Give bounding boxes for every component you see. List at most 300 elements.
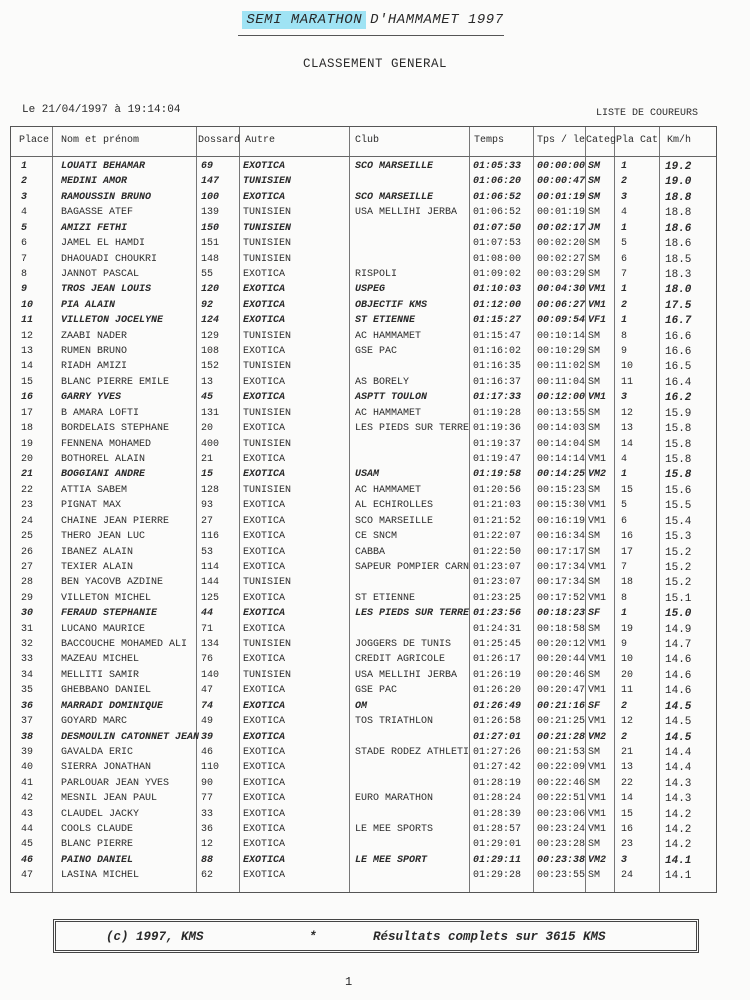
cell-place: 35 (21, 685, 34, 697)
cell-kmh: 19.2 (665, 161, 692, 173)
cell-temps: 01:28:19 (473, 777, 522, 789)
cell-autre: TUNISIEN (243, 176, 292, 188)
table-row (11, 715, 716, 730)
cell-name: GHEBBANO DANIEL (61, 685, 152, 697)
cell-autre: EXOTICA (243, 315, 286, 327)
cell-tps: 00:09:54 (537, 315, 586, 327)
cell-dossard: 110 (201, 762, 220, 774)
cell-placat: 2 (621, 299, 628, 311)
cell-club: RISPOLI (355, 268, 398, 280)
cell-dossard: 144 (201, 577, 220, 589)
cell-placat: 2 (621, 731, 628, 743)
cell-placat: 1 (621, 608, 628, 620)
cell-temps: 01:23:07 (473, 577, 522, 589)
cell-club: AC HAMMAMET (355, 407, 422, 419)
cell-dossard: 134 (201, 639, 220, 651)
col-header-pla-cat: Pla Cat (616, 135, 659, 146)
cell-tps: 00:12:00 (537, 392, 586, 404)
cell-temps: 01:06:52 (473, 191, 522, 203)
cell-tps: 00:15:23 (537, 484, 586, 496)
cell-place: 45 (21, 839, 34, 851)
cell-name: MARRADI DOMINIQUE (61, 700, 164, 712)
cell-kmh: 16.6 (665, 330, 692, 343)
cell-temps: 01:23:25 (473, 592, 522, 604)
cell-kmh: 14.6 (665, 669, 692, 682)
cell-placat: 5 (621, 500, 628, 512)
cell-name: BEN YACOVB AZDINE (61, 577, 164, 589)
table-row (11, 191, 716, 206)
cell-temps: 01:28:24 (473, 793, 522, 805)
cell-name: VILLETON JOCELYNE (61, 315, 164, 327)
cell-kmh: 19.0 (665, 176, 692, 189)
cell-dossard: 147 (201, 176, 220, 188)
cell-temps: 01:29:01 (473, 839, 522, 851)
cell-categ: JM (588, 222, 601, 234)
cell-categ: SM (588, 346, 601, 358)
cell-place: 9 (21, 284, 28, 296)
cell-temps: 01:16:37 (473, 376, 522, 388)
cell-categ: VM1 (588, 453, 607, 465)
cell-place: 19 (21, 438, 34, 450)
cell-categ: SM (588, 330, 601, 342)
cell-name: MESNIL JEAN PAUL (61, 793, 158, 805)
cell-club: ASPTT TOULON (355, 392, 428, 404)
cell-autre: EXOTICA (243, 376, 286, 388)
table-row (11, 777, 716, 792)
cell-kmh: 18.5 (665, 253, 692, 266)
cell-place: 42 (21, 793, 34, 805)
cell-dossard: 49 (201, 716, 214, 728)
cell-kmh: 15.1 (665, 592, 692, 605)
cell-dossard: 124 (201, 315, 220, 327)
cell-tps: 00:02:27 (537, 253, 586, 265)
cell-temps: 01:08:00 (473, 253, 522, 265)
cell-tps: 00:20:47 (537, 685, 586, 697)
cell-categ: SM (588, 746, 601, 758)
cell-dossard: 77 (201, 793, 214, 805)
cell-place: 34 (21, 669, 34, 681)
table-row (11, 607, 716, 622)
cell-categ: SM (588, 238, 601, 250)
col-header-name: Nom et prénom (61, 135, 140, 146)
cell-name: LASINA MICHEL (61, 870, 140, 882)
cell-club: AC HAMMAMET (355, 484, 422, 496)
cell-temps: 01:19:28 (473, 407, 522, 419)
cell-autre: EXOTICA (243, 824, 286, 836)
cell-name: LUCANO MAURICE (61, 623, 146, 635)
cell-autre: EXOTICA (243, 608, 286, 620)
cell-dossard: 152 (201, 361, 220, 373)
cell-tps: 00:18:23 (537, 608, 586, 620)
cell-club: EURO MARATHON (355, 793, 434, 805)
cell-placat: 24 (621, 870, 634, 882)
cell-club: LES PIEDS SUR TERRE (355, 608, 470, 620)
cell-placat: 9 (621, 346, 628, 358)
cell-place: 15 (21, 376, 34, 388)
title-underline (238, 35, 504, 36)
col-header-autre: Autre (245, 135, 276, 146)
cell-name: BOGGIANI ANDRE (61, 469, 146, 481)
table-row (11, 700, 716, 715)
cell-kmh: 15.2 (665, 577, 692, 590)
cell-tps: 00:04:30 (537, 284, 586, 296)
cell-dossard: 139 (201, 207, 220, 219)
table-row (11, 314, 716, 329)
cell-autre: EXOTICA (243, 808, 286, 820)
cell-place: 1 (21, 161, 28, 172)
cell-tps: 00:18:58 (537, 623, 586, 635)
cell-name: JAMEL EL HAMDI (61, 238, 146, 250)
table-row (11, 283, 716, 298)
cell-categ: SM (588, 191, 601, 203)
cell-autre: EXOTICA (243, 623, 286, 635)
cell-name: BACCOUCHE MOHAMED ALI (61, 639, 188, 651)
cell-categ: VM1 (588, 685, 607, 697)
cell-name: JANNOT PASCAL (61, 268, 140, 280)
cell-place: 41 (21, 777, 34, 789)
cell-autre: TUNISIEN (243, 253, 292, 265)
table-row (11, 468, 716, 483)
table-row (11, 407, 716, 422)
cell-kmh: 14.1 (665, 870, 692, 883)
cell-temps: 01:29:11 (473, 854, 522, 866)
cell-place: 25 (21, 531, 34, 543)
cell-club: OBJECTIF KMS (355, 299, 428, 311)
cell-autre: EXOTICA (243, 793, 286, 805)
cell-categ: SM (588, 777, 601, 789)
results-table (10, 126, 717, 893)
col-header-kmh: Km/h (667, 135, 692, 146)
title-rest: D'HAMMAMET 1997 (370, 12, 504, 28)
cell-temps: 01:27:42 (473, 762, 522, 774)
cell-placat: 1 (621, 284, 628, 296)
cell-tps: 00:23:06 (537, 808, 586, 820)
cell-temps: 01:06:52 (473, 207, 522, 219)
cell-dossard: 46 (201, 746, 214, 758)
cell-place: 33 (21, 654, 34, 666)
cell-categ: VM1 (588, 716, 607, 728)
cell-autre: EXOTICA (243, 392, 286, 404)
cell-categ: SM (588, 577, 601, 589)
cell-kmh: 15.4 (665, 515, 692, 528)
cell-kmh: 14.4 (665, 762, 692, 775)
cell-autre: EXOTICA (243, 839, 286, 851)
cell-place: 14 (21, 361, 34, 373)
cell-name: TROS JEAN LOUIS (61, 284, 152, 296)
table-row (11, 792, 716, 807)
cell-autre: TUNISIEN (243, 330, 292, 342)
cell-name: MAZEAU MICHEL (61, 654, 140, 666)
cell-club: ST ETIENNE (355, 315, 416, 327)
cell-autre: EXOTICA (243, 423, 286, 435)
cell-place: 32 (21, 639, 34, 651)
cell-place: 26 (21, 546, 34, 558)
cell-name: PARLOUAR JEAN YVES (61, 777, 170, 789)
cell-place: 8 (21, 268, 28, 280)
cell-autre: EXOTICA (243, 453, 286, 465)
cell-autre: EXOTICA (243, 746, 286, 758)
cell-categ: VM1 (588, 515, 607, 527)
cell-placat: 6 (621, 515, 628, 527)
cell-temps: 01:17:33 (473, 392, 522, 404)
cell-categ: SM (588, 253, 601, 265)
cell-autre: EXOTICA (243, 870, 286, 882)
cell-placat: 17 (621, 546, 634, 558)
cell-tps: 00:21:25 (537, 716, 586, 728)
cell-temps: 01:26:20 (473, 685, 522, 697)
cell-categ: SF (588, 700, 601, 712)
cell-autre: EXOTICA (243, 762, 286, 774)
cell-dossard: 53 (201, 546, 214, 558)
cell-kmh: 14.3 (665, 777, 692, 790)
cell-kmh: 14.1 (665, 854, 692, 867)
cell-temps: 01:19:47 (473, 453, 522, 465)
cell-tps: 00:10:14 (537, 330, 586, 342)
cell-categ: SM (588, 531, 601, 543)
cell-place: 27 (21, 561, 34, 573)
cell-placat: 13 (621, 423, 634, 435)
cell-tps: 00:21:28 (537, 731, 586, 743)
cell-place: 12 (21, 330, 34, 342)
cell-autre: EXOTICA (243, 346, 286, 358)
cell-temps: 01:26:19 (473, 669, 522, 681)
cell-kmh: 18.3 (665, 268, 692, 281)
cell-tps: 00:17:34 (537, 561, 586, 573)
cell-name: COOLS CLAUDE (61, 824, 134, 836)
cell-categ: VM2 (588, 854, 607, 866)
cell-kmh: 16.5 (665, 361, 692, 374)
cell-place: 3 (21, 191, 28, 203)
cell-placat: 15 (621, 808, 634, 820)
cell-place: 2 (21, 176, 28, 188)
cell-name: ZAABI NADER (61, 330, 128, 342)
cell-dossard: 76 (201, 654, 214, 666)
table-row (11, 453, 716, 468)
table-row (11, 623, 716, 638)
cell-tps: 00:11:02 (537, 361, 586, 373)
cell-temps: 01:10:03 (473, 284, 522, 296)
cell-autre: EXOTICA (243, 716, 286, 728)
cell-autre: EXOTICA (243, 500, 286, 512)
col-header-dossard: Dossard (198, 135, 241, 146)
cell-categ: VM1 (588, 654, 607, 666)
cell-kmh: 15.5 (665, 500, 692, 513)
cell-dossard: 100 (201, 191, 220, 203)
cell-kmh: 15.3 (665, 531, 692, 544)
cell-name: GARRY YVES (61, 392, 122, 404)
cell-place: 6 (21, 238, 28, 250)
cell-autre: EXOTICA (243, 685, 286, 697)
table-row (11, 268, 716, 283)
cell-dossard: 69 (201, 161, 214, 172)
cell-placat: 9 (621, 639, 628, 651)
cell-name: TEXIER ALAIN (61, 561, 134, 573)
cell-kmh: 14.9 (665, 623, 692, 636)
cell-temps: 01:19:36 (473, 423, 522, 435)
cell-categ: SM (588, 176, 601, 188)
table-row (11, 823, 716, 838)
cell-kmh: 15.8 (665, 453, 692, 466)
cell-dossard: 27 (201, 515, 214, 527)
cell-autre: TUNISIEN (243, 669, 292, 681)
table-row (11, 746, 716, 761)
cell-club: CABBA (355, 546, 386, 558)
cell-tps: 00:11:04 (537, 376, 586, 388)
cell-club: TOS TRIATHLON (355, 716, 434, 728)
cell-temps: 01:28:57 (473, 824, 522, 836)
cell-kmh: 18.6 (665, 238, 692, 251)
cell-kmh: 18.8 (665, 207, 692, 220)
cell-tps: 00:16:19 (537, 515, 586, 527)
cell-autre: EXOTICA (243, 284, 286, 296)
cell-dossard: 13 (201, 376, 214, 388)
cell-name: GOYARD MARC (61, 716, 128, 728)
cell-autre: EXOTICA (243, 161, 286, 172)
cell-categ: SM (588, 870, 601, 882)
cell-temps: 01:06:20 (473, 176, 522, 188)
cell-place: 18 (21, 423, 34, 435)
cell-categ: VM1 (588, 762, 607, 774)
cell-temps: 01:22:50 (473, 546, 522, 558)
cell-placat: 14 (621, 438, 634, 450)
cell-placat: 6 (621, 253, 628, 265)
cell-categ: SM (588, 623, 601, 635)
cell-categ: VM1 (588, 639, 607, 651)
cell-placat: 8 (621, 592, 628, 604)
cell-name: MELLITI SAMIR (61, 669, 140, 681)
cell-place: 47 (21, 870, 34, 882)
cell-temps: 01:23:07 (473, 561, 522, 573)
cell-tps: 00:01:19 (537, 191, 586, 203)
cell-place: 17 (21, 407, 34, 419)
cell-temps: 01:26:49 (473, 700, 522, 712)
table-row (11, 638, 716, 653)
cell-name: BORDELAIS STEPHANE (61, 423, 170, 435)
table-row (11, 422, 716, 437)
table-row (11, 669, 716, 684)
cell-dossard: 33 (201, 808, 214, 820)
cell-categ: SM (588, 268, 601, 280)
cell-temps: 01:25:45 (473, 639, 522, 651)
cell-dossard: 116 (201, 531, 220, 543)
cell-tps: 00:21:53 (537, 746, 586, 758)
cell-club: CREDIT AGRICOLE (355, 654, 446, 666)
cell-tps: 00:14:04 (537, 438, 586, 450)
cell-tps: 00:14:03 (537, 423, 586, 435)
cell-placat: 7 (621, 561, 628, 573)
cell-dossard: 125 (201, 592, 220, 604)
footer-copyright: (c) 1997, KMS (106, 930, 204, 944)
cell-kmh: 14.2 (665, 824, 692, 837)
cell-name: GAVALDA ERIC (61, 746, 134, 758)
cell-tps: 00:01:19 (537, 207, 586, 219)
cell-place: 24 (21, 515, 34, 527)
cell-temps: 01:15:27 (473, 315, 522, 327)
cell-autre: TUNISIEN (243, 361, 292, 373)
cell-name: THERO JEAN LUC (61, 531, 146, 543)
cell-kmh: 17.5 (665, 299, 692, 312)
cell-tps: 00:00:47 (537, 176, 586, 188)
cell-tps: 00:22:46 (537, 777, 586, 789)
cell-kmh: 15.8 (665, 423, 692, 436)
cell-placat: 5 (621, 238, 628, 250)
cell-temps: 01:29:28 (473, 870, 522, 882)
cell-name: BLANC PIERRE (61, 839, 134, 851)
cell-dossard: 129 (201, 330, 220, 342)
cell-place: 28 (21, 577, 34, 589)
cell-club: USPEG (355, 284, 386, 296)
cell-autre: EXOTICA (243, 854, 286, 866)
cell-name: IBANEZ ALAIN (61, 546, 134, 558)
table-row (11, 854, 716, 869)
cell-temps: 01:12:00 (473, 299, 522, 311)
cell-place: 36 (21, 700, 34, 712)
cell-kmh: 15.0 (665, 608, 692, 621)
cell-kmh: 16.7 (665, 315, 692, 328)
cell-dossard: 88 (201, 854, 214, 866)
cell-tps: 00:17:52 (537, 592, 586, 604)
cell-categ: SF (588, 608, 601, 620)
cell-autre: TUNISIEN (243, 407, 292, 419)
table-row (11, 530, 716, 545)
cell-tps: 00:02:20 (537, 238, 586, 250)
cell-kmh: 15.2 (665, 561, 692, 574)
cell-tps: 00:03:29 (537, 268, 586, 280)
col-header-tps-le: Tps / le (537, 135, 586, 146)
cell-name: RUMEN BRUNO (61, 346, 128, 358)
cell-place: 30 (21, 608, 34, 620)
cell-autre: TUNISIEN (243, 639, 292, 651)
page-number: 1 (345, 975, 353, 989)
cell-categ: SM (588, 423, 601, 435)
col-header-club: Club (355, 135, 380, 146)
table-row (11, 653, 716, 668)
cell-placat: 10 (621, 361, 634, 373)
cell-placat: 14 (621, 793, 634, 805)
cell-tps: 00:17:17 (537, 546, 586, 558)
cell-club: CE SNCM (355, 531, 398, 543)
print-date: Le 21/04/1997 à 19:14:04 (22, 104, 181, 116)
table-row (11, 253, 716, 268)
cell-autre: EXOTICA (243, 592, 286, 604)
table-row (11, 376, 716, 391)
cell-autre: TUNISIEN (243, 484, 292, 496)
cell-temps: 01:07:50 (473, 222, 522, 234)
cell-autre: EXOTICA (243, 654, 286, 666)
cell-kmh: 14.6 (665, 685, 692, 698)
cell-autre: EXOTICA (243, 469, 286, 481)
cell-temps: 01:24:31 (473, 623, 522, 635)
cell-club: ST ETIENNE (355, 592, 416, 604)
cell-name: BOTHOREL ALAIN (61, 453, 146, 465)
cell-place: 39 (21, 746, 34, 758)
cell-name: BLANC PIERRE EMILE (61, 376, 170, 388)
cell-dossard: 71 (201, 623, 214, 635)
cell-kmh: 14.5 (665, 731, 692, 744)
cell-categ: VF1 (588, 315, 607, 327)
cell-temps: 01:19:37 (473, 438, 522, 450)
cell-place: 7 (21, 253, 28, 265)
cell-kmh: 15.8 (665, 469, 692, 482)
cell-club: LES PIEDS SUR TERRE (355, 423, 470, 435)
cell-temps: 01:21:52 (473, 515, 522, 527)
table-row (11, 684, 716, 699)
cell-categ: SM (588, 407, 601, 419)
cell-dossard: 21 (201, 453, 214, 465)
cell-name: FERAUD STEPHANIE (61, 608, 158, 620)
cell-club: OM (355, 700, 368, 712)
cell-place: 20 (21, 453, 34, 465)
